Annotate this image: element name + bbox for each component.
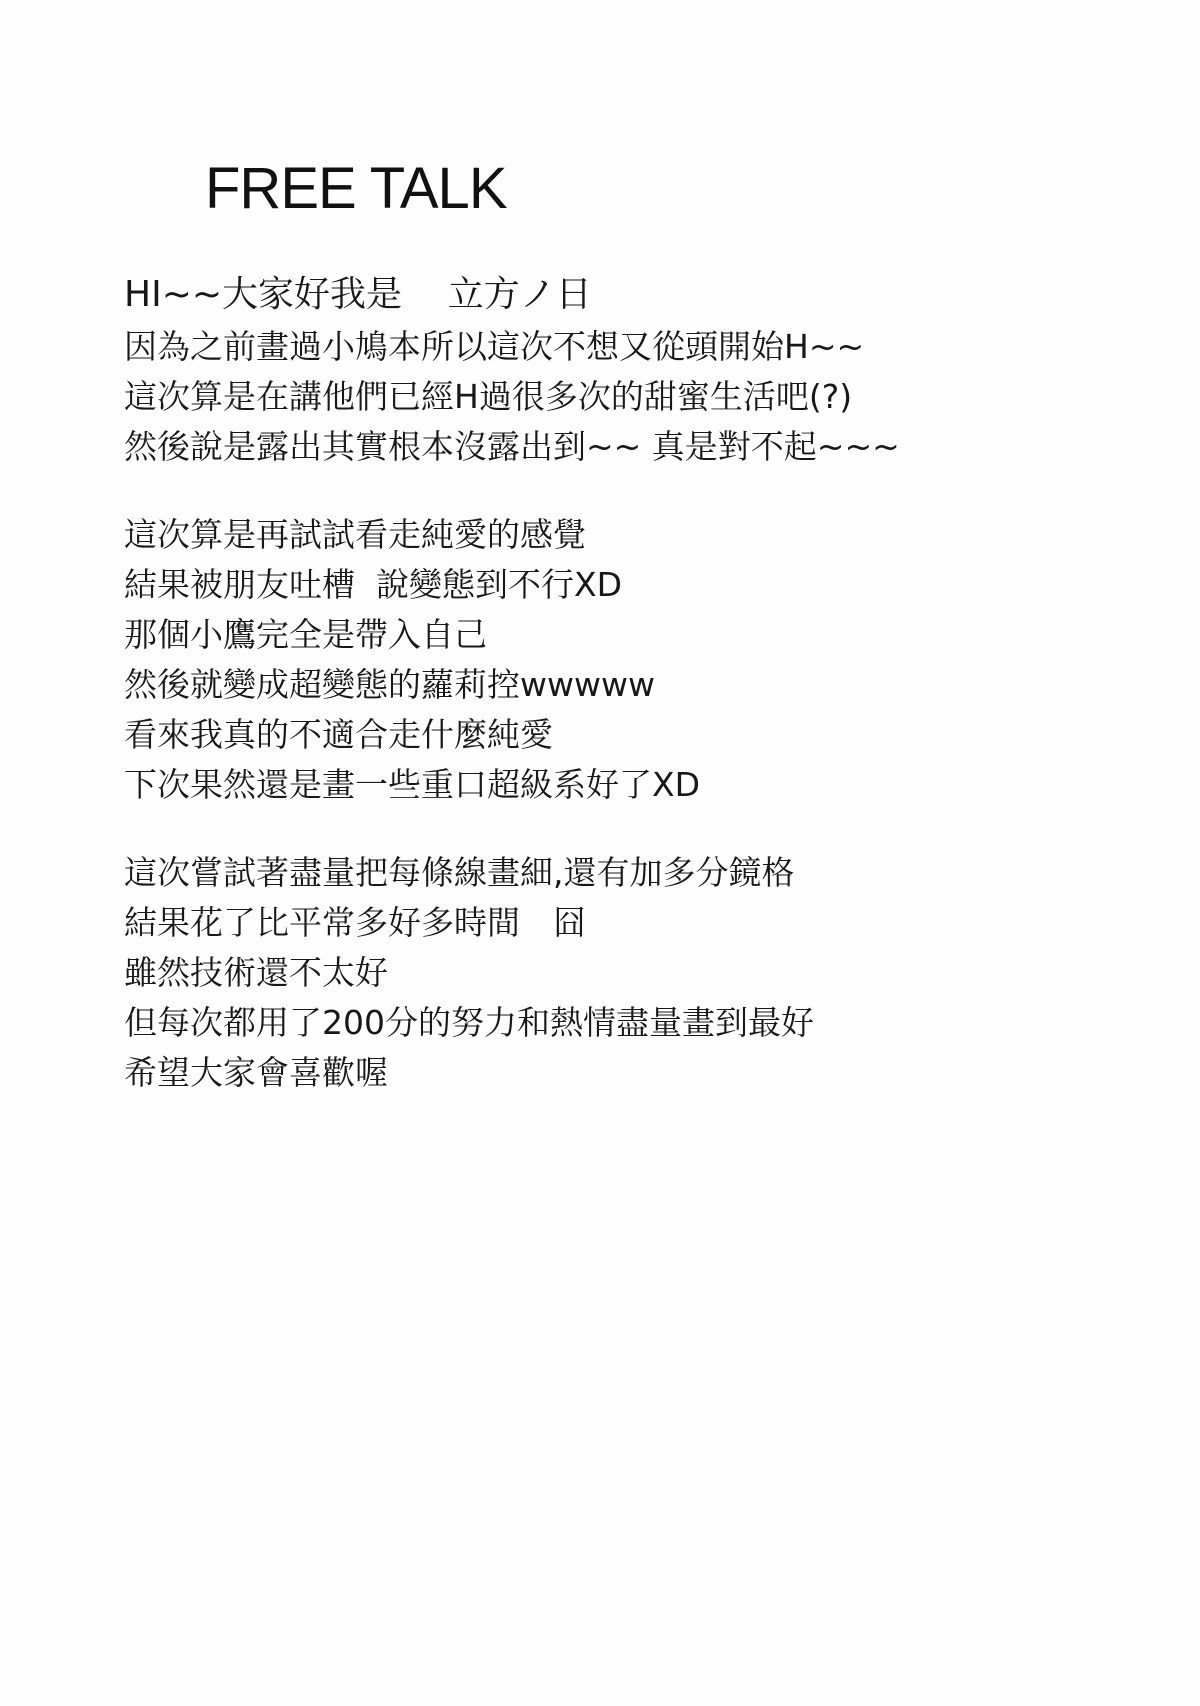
text-line: 希望大家會喜歡喔 — [124, 1053, 388, 1092]
text-line: 因為之前畫過小鳩本所以這次不想又從頭開始H~~ — [124, 327, 865, 366]
page-title: FREE TALK — [205, 155, 507, 221]
text-line: 這次算是再試試看走純愛的感覺 — [124, 515, 586, 554]
text-line: 這次嘗試著盡量把每條線畫細,還有加多分鏡格 — [124, 853, 795, 892]
text-line: 然後就變成超變態的蘿莉控wwwww — [124, 665, 655, 704]
text-line: HI~~大家好我是 立方ノ日 — [124, 274, 592, 315]
text-line: 然後說是露出其實根本沒露出到~~ 真是對不起~~~ — [124, 427, 900, 466]
text-line: 結果花了比平常多好多時間 囧 — [124, 903, 586, 942]
text-line: 這次算是在講他們已經H過很多次的甜蜜生活吧(?) — [124, 377, 853, 416]
text-line: 雖然技術還不太好 — [124, 953, 388, 992]
paragraph-intro — [124, 268, 1084, 472]
text-line: 下次果然還是畫一些重口超級系好了XD — [124, 765, 701, 804]
paragraph-technique — [124, 848, 1084, 1098]
text-line: 看來我真的不適合走什麼純愛 — [124, 715, 553, 754]
afterword-body — [124, 268, 1084, 1098]
text-line: 那個小鷹完全是帶入自己 — [124, 615, 487, 654]
text-line: 但每次都用了200分的努力和熱情盡量畫到最好 — [124, 1003, 814, 1042]
paragraph-story — [124, 510, 1084, 810]
text-line: 結果被朋友吐槽 說變態到不行XD — [124, 565, 622, 604]
